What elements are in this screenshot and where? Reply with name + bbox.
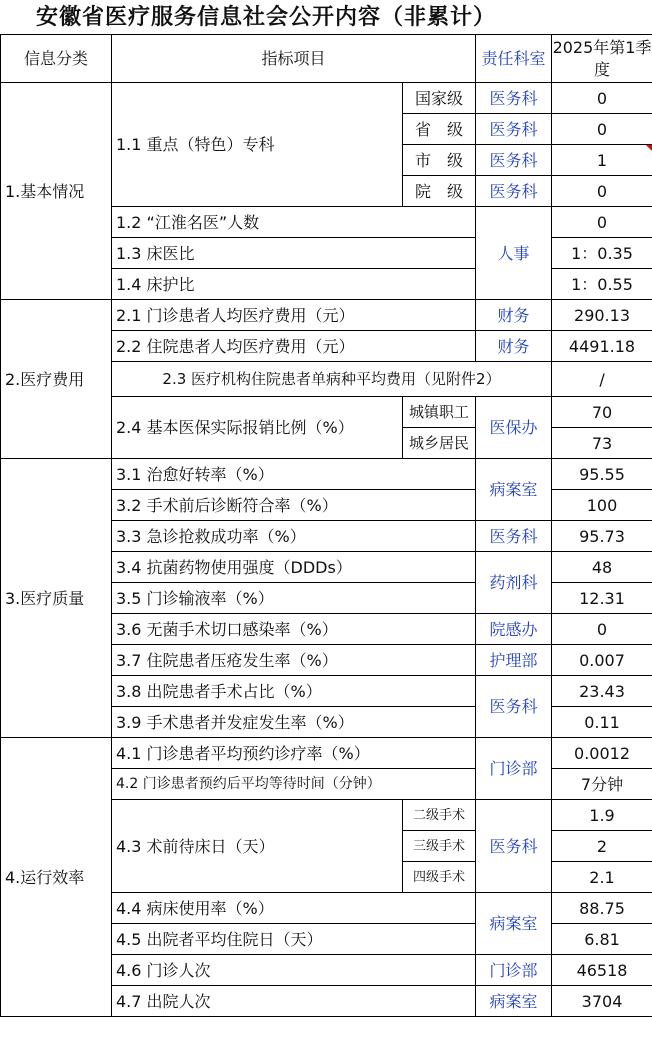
value-cell: 0.0012 bbox=[552, 738, 652, 769]
value-cell: 2 bbox=[552, 831, 652, 862]
value-cell: 1 bbox=[552, 145, 652, 176]
value-cell: 95.55 bbox=[552, 459, 652, 490]
value-cell: 6.81 bbox=[552, 924, 652, 955]
value-cell: 1.9 bbox=[552, 800, 652, 831]
item-label: 1.2 “江淮名医”人数 bbox=[112, 207, 476, 238]
sub-label: 城乡居民 bbox=[403, 428, 476, 459]
comment-marker-icon bbox=[646, 145, 652, 151]
value-cell: 3704 bbox=[552, 986, 652, 1017]
page-title: 安徽省医疗服务信息社会公开内容（非累计） bbox=[36, 4, 497, 30]
value-cell: 70 bbox=[552, 397, 652, 428]
item-label: 3.8 出院患者手术占比（%） bbox=[112, 676, 476, 707]
dept-cell: 医保办 bbox=[476, 397, 552, 459]
item-label: 3.9 手术患者并发症发生率（%） bbox=[112, 707, 476, 738]
value-cell: 4491.18 bbox=[552, 331, 652, 362]
table-row bbox=[1, 738, 652, 769]
value-cell: 73 bbox=[552, 428, 652, 459]
value-cell: 100 bbox=[552, 490, 652, 521]
sub-label: 三级手术 bbox=[403, 831, 476, 862]
sub-label: 四级手术 bbox=[403, 862, 476, 893]
value-cell: 2.1 bbox=[552, 862, 652, 893]
dept-cell: 财务 bbox=[476, 331, 552, 362]
category-cell: 1.基本情况 bbox=[1, 83, 112, 300]
value-cell: 12.31 bbox=[552, 583, 652, 614]
value-cell: / bbox=[552, 362, 652, 397]
dept-cell: 医务科 bbox=[476, 176, 552, 207]
item-label: 4.3 术前待床日（天） bbox=[112, 800, 403, 893]
dept-cell: 医务科 bbox=[476, 83, 552, 114]
table-row bbox=[1, 83, 652, 114]
value-cell: 1：0.55 bbox=[552, 269, 652, 300]
table-row bbox=[1, 300, 652, 331]
item-label: 2.3 医疗机构住院患者单病种平均费用（见附件2） bbox=[112, 362, 552, 397]
value-cell: 7分钟 bbox=[552, 769, 652, 800]
item-label: 3.3 急诊抢救成功率（%） bbox=[112, 521, 476, 552]
sub-label: 省 级 bbox=[403, 114, 476, 145]
dept-cell: 病案室 bbox=[476, 459, 552, 521]
sub-label: 国家级 bbox=[403, 83, 476, 114]
dept-cell: 门诊部 bbox=[476, 955, 552, 986]
sub-label: 二级手术 bbox=[403, 800, 476, 831]
item-label: 1.4 床护比 bbox=[112, 269, 476, 300]
value-cell: 1：0.35 bbox=[552, 238, 652, 269]
header-item: 指标项目 bbox=[112, 35, 476, 83]
dept-cell: 门诊部 bbox=[476, 738, 552, 800]
item-label: 3.6 无菌手术切口感染率（%） bbox=[112, 614, 476, 645]
item-label: 3.1 治愈好转率（%） bbox=[112, 459, 476, 490]
item-label: 4.5 出院者平均住院日（天） bbox=[112, 924, 476, 955]
item-label: 4.6 门诊人次 bbox=[112, 955, 476, 986]
dept-cell: 药剂科 bbox=[476, 552, 552, 614]
value-cell: 95.73 bbox=[552, 521, 652, 552]
dept-cell: 医务科 bbox=[476, 676, 552, 738]
item-label: 2.2 住院患者人均医疗费用（元） bbox=[112, 331, 476, 362]
value-cell: 0 bbox=[552, 83, 652, 114]
value-cell: 48 bbox=[552, 552, 652, 583]
item-label: 4.1 门诊患者平均预约诊疗率（%） bbox=[112, 738, 476, 769]
value-cell: 0 bbox=[552, 614, 652, 645]
dept-cell: 医务科 bbox=[476, 145, 552, 176]
dept-cell: 病案室 bbox=[476, 893, 552, 955]
item-label: 3.7 住院患者压疮发生率（%） bbox=[112, 645, 476, 676]
dept-cell: 医务科 bbox=[476, 800, 552, 893]
item-label: 4.4 病床使用率（%） bbox=[112, 893, 476, 924]
item-label: 2.1 门诊患者人均医疗费用（元） bbox=[112, 300, 476, 331]
category-cell: 4.运行效率 bbox=[1, 738, 112, 1017]
dept-cell: 医务科 bbox=[476, 114, 552, 145]
value-cell: 0 bbox=[552, 176, 652, 207]
item-label: 3.5 门诊输液率（%） bbox=[112, 583, 476, 614]
dept-cell: 护理部 bbox=[476, 645, 552, 676]
item-label: 1.3 床医比 bbox=[112, 238, 476, 269]
value-cell: 290.13 bbox=[552, 300, 652, 331]
table-row bbox=[1, 459, 652, 490]
category-cell: 3.医疗质量 bbox=[1, 459, 112, 738]
item-label: 1.1 重点（特色）专科 bbox=[112, 83, 403, 207]
header-quarter: 2025年第1季度 bbox=[552, 35, 652, 83]
item-label: 3.4 抗菌药物使用强度（DDDs） bbox=[112, 552, 476, 583]
dept-cell: 医务科 bbox=[476, 521, 552, 552]
dept-cell: 病案室 bbox=[476, 986, 552, 1017]
value-cell: 0 bbox=[552, 114, 652, 145]
value-cell: 0.007 bbox=[552, 645, 652, 676]
sub-label: 城镇职工 bbox=[403, 397, 476, 428]
dept-cell: 人事 bbox=[476, 207, 552, 300]
value-cell: 46518 bbox=[552, 955, 652, 986]
value-cell: 23.43 bbox=[552, 676, 652, 707]
dept-cell: 院感办 bbox=[476, 614, 552, 645]
table-header-row bbox=[1, 35, 652, 83]
dept-cell: 财务 bbox=[476, 300, 552, 331]
value-cell: 0 bbox=[552, 207, 652, 238]
item-label: 3.2 手术前后诊断符合率（%） bbox=[112, 490, 476, 521]
sub-label: 市 级 bbox=[403, 145, 476, 176]
item-label: 4.2 门诊患者预约后平均等待时间（分钟） bbox=[112, 769, 476, 800]
header-category: 信息分类 bbox=[1, 35, 112, 83]
item-label: 4.7 出院人次 bbox=[112, 986, 476, 1017]
item-label: 2.4 基本医保实际报销比例（%） bbox=[112, 397, 403, 459]
info-table bbox=[0, 34, 652, 1017]
sub-label: 院 级 bbox=[403, 176, 476, 207]
header-dept: 责任科室 bbox=[476, 35, 552, 83]
value-cell: 0.11 bbox=[552, 707, 652, 738]
category-cell: 2.医疗费用 bbox=[1, 300, 112, 459]
value-cell: 88.75 bbox=[552, 893, 652, 924]
